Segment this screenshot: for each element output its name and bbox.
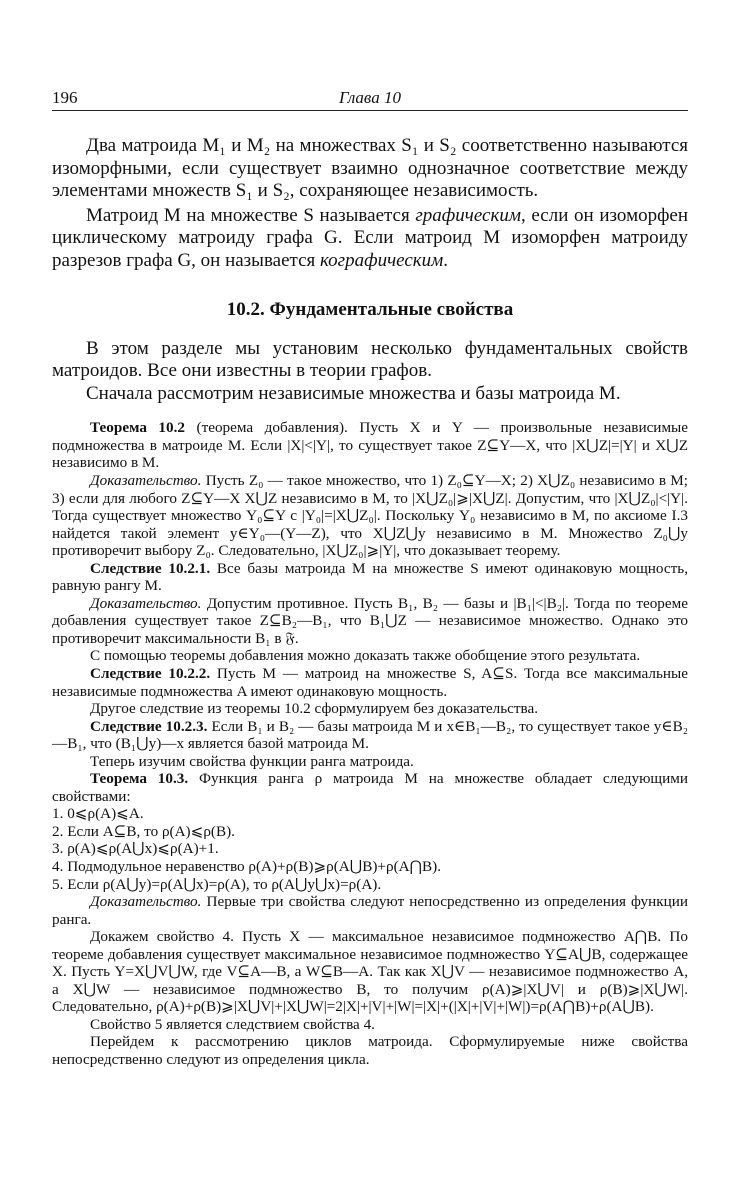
property-item: 4. Подмодульное неравенство ρ(A)+ρ(B)⩾ρ(A⋃B)+ρ(A⋂B). — [52, 858, 442, 876]
property-item: 3. ρ(A)⩽ρ(A⋃x)⩽ρ(A)+1. — [52, 840, 219, 858]
property-item: 5. Если ρ(A⋃y)=ρ(A⋃x)=ρ(A), то ρ(A⋃y⋃x)=ρ(A). — [52, 875, 382, 893]
text-run: Матроид M на множестве S называется — [86, 204, 416, 226]
paragraph-isomorphic: Два матроида M₁ и M₂ на множествах S₁ и S₂ соответственно называются изоморфными, если существует взаимно однозначное соответствие между элементами множеств S₁ и S₂, сохраняющее независимость. — [52, 135, 688, 202]
theorem-text: Функция ранга ρ матроида M на множестве обладает следующими свойствами: — [52, 770, 688, 805]
paragraph-graphic — [52, 205, 688, 273]
paragraph-other-corollary: Другое следствие из теоремы 10.2 сформулируем без доказательства. — [90, 700, 539, 718]
running-header — [52, 84, 688, 111]
theorem-label: Теорема 10.2 — [90, 419, 186, 437]
proof-theorem-10-3 — [52, 893, 688, 928]
page-number: 196 — [52, 88, 78, 107]
paragraph-bases: Сначала рассмотрим независимые множества и базы матроида M. — [86, 382, 621, 404]
paragraph-rank-intro: Теперь изучим свойства функции ранга матроида. — [90, 752, 414, 770]
property-item: 2. Если A⊆B, то ρ(A)⩽ρ(B). — [52, 822, 235, 840]
term-cographic: кографическим — [320, 249, 444, 271]
proof-corollary-10-2-1 — [52, 595, 688, 648]
proof-label: Доказательство. — [90, 471, 202, 489]
paragraph-property-4: Докажем свойство 4. Пусть X — максимальное независимое подмножество A⋂B. По теореме добавления существует максимальное независимое подмножество Y⊆A⋃B, содержащее X. Пусть Y=X⋃V⋃W, где V⊆A—B, а W⊆B—A. Так как X⋃V — независимое подмножество A, а X⋃W — независимое подмножество B, то получим ρ(A)⩾|X⋃V| и ρ(B)⩾|X⋃W|. Следовательно, ρ(A)+ρ(B)⩾|X⋃V|+|X⋃W|=2|X|+|V|+|W|=|X|+(|X|+|V|+|W|)=ρ(A⋂B)+ρ(A⋃B). — [52, 928, 688, 1016]
proof-label: Доказательство. — [90, 594, 202, 612]
theorem-10-3 — [52, 770, 688, 805]
property-list — [52, 805, 688, 893]
section-heading: 10.2. Фундаментальные свойства — [226, 298, 514, 320]
proof-text: Пусть Z₀ — такое множество, что 1) Z₀⊆Y—X; 2) X⋃Z₀ независимо в M; 3) если для любого Z⊆Y—X X⋃Z независимо в M, то |X⋃Z₀|⩾|X⋃Z|. Допустим, что |X⋃Z₀|<|Y|. Тогда существует множество Y₀⊆Y с |Y₀|=|X⋃Z₀|. Поскольку Y₀ независимо в M, по аксиоме I.3 найдется такой элемент y∈Y₀—(Y—Z), что X⋃Z⋃y независимо в M. Множество Z₀⋃y противоречит выбору Z₀. Следовательно, |X⋃Z₀|⩾|Y|, что доказывает теорему. — [52, 471, 688, 560]
text-run: , если он изоморфен циклическому матроиду графа G. Если матроид M изоморфен матроиду разрезов графа G, он называется — [52, 204, 689, 271]
proof-text: Допустим противное. Пусть B₁, B₂ — базы и |B₁|<|B₂|. Тогда по теореме добавления существует такое Z⊆B₂—B₁, что B₁⋃Z — независимое множество. Однако это противоречит максимальности B₁ в 𝔉. — [52, 594, 688, 647]
theorem-text: (теорема добавления). Пусть X и Y — произвольные независимые подмножества в матроиде M. Если |X|<|Y|, то существует такое Z⊆Y—X, что |X⋃Z|=|Y| и X⋃Z независимо в M. — [52, 419, 688, 472]
proof-text: Первые три свойства следуют непосредственно из определения функции ранга. — [52, 893, 688, 928]
corollary-label: Следствие 10.2.1. — [90, 559, 211, 577]
corollary-10-2-2 — [52, 665, 688, 700]
corollary-10-2-1 — [52, 560, 688, 595]
term-graphic: графическим — [415, 204, 521, 226]
corollary-text: Если B₁ и B₂ — базы матроида M и x∈B₁—B₂, то существует такое y∈B₂—B₁, что (B₁⋃y)—x является базой матроида M. — [52, 717, 689, 753]
text-run: . — [443, 249, 449, 271]
proof-theorem-10-2 — [52, 472, 688, 560]
chapter-title: Глава 10 — [339, 88, 401, 107]
paragraph-generalization: С помощью теоремы добавления можно доказать также обобщение этого результата. — [90, 647, 641, 665]
paragraph-cycles: Перейдем к рассмотрению циклов матроида. Сформулируемые ниже свойства непосредственно следуют из определения цикла. — [52, 1033, 688, 1069]
corollary-10-2-3 — [52, 718, 688, 753]
corollary-text: Все базы матроида M на множестве S имеют одинаковую мощность, равную рангу M. — [52, 559, 688, 595]
property-item: 1. 0⩽ρ(A)⩽A. — [52, 805, 144, 823]
page — [52, 84, 688, 1069]
paragraph-property-5: Свойство 5 является следствием свойства 4. — [90, 1015, 375, 1033]
corollary-label: Следствие 10.2.3. — [90, 717, 208, 735]
theorem-label: Теорема 10.3. — [90, 770, 189, 788]
theorem-10-2 — [52, 419, 688, 472]
paragraph-intro: В этом разделе мы установим несколько фундаментальных свойств матроидов. Все они известны в теории графов. — [52, 337, 688, 382]
corollary-text: Пусть M — матроид на множестве S, A⊆S. Тогда все максимальные независимые подмножества A имеют одинаковую мощность. — [52, 665, 688, 700]
proof-label: Доказательство. — [90, 893, 202, 911]
corollary-label: Следствие 10.2.2. — [90, 665, 211, 682]
